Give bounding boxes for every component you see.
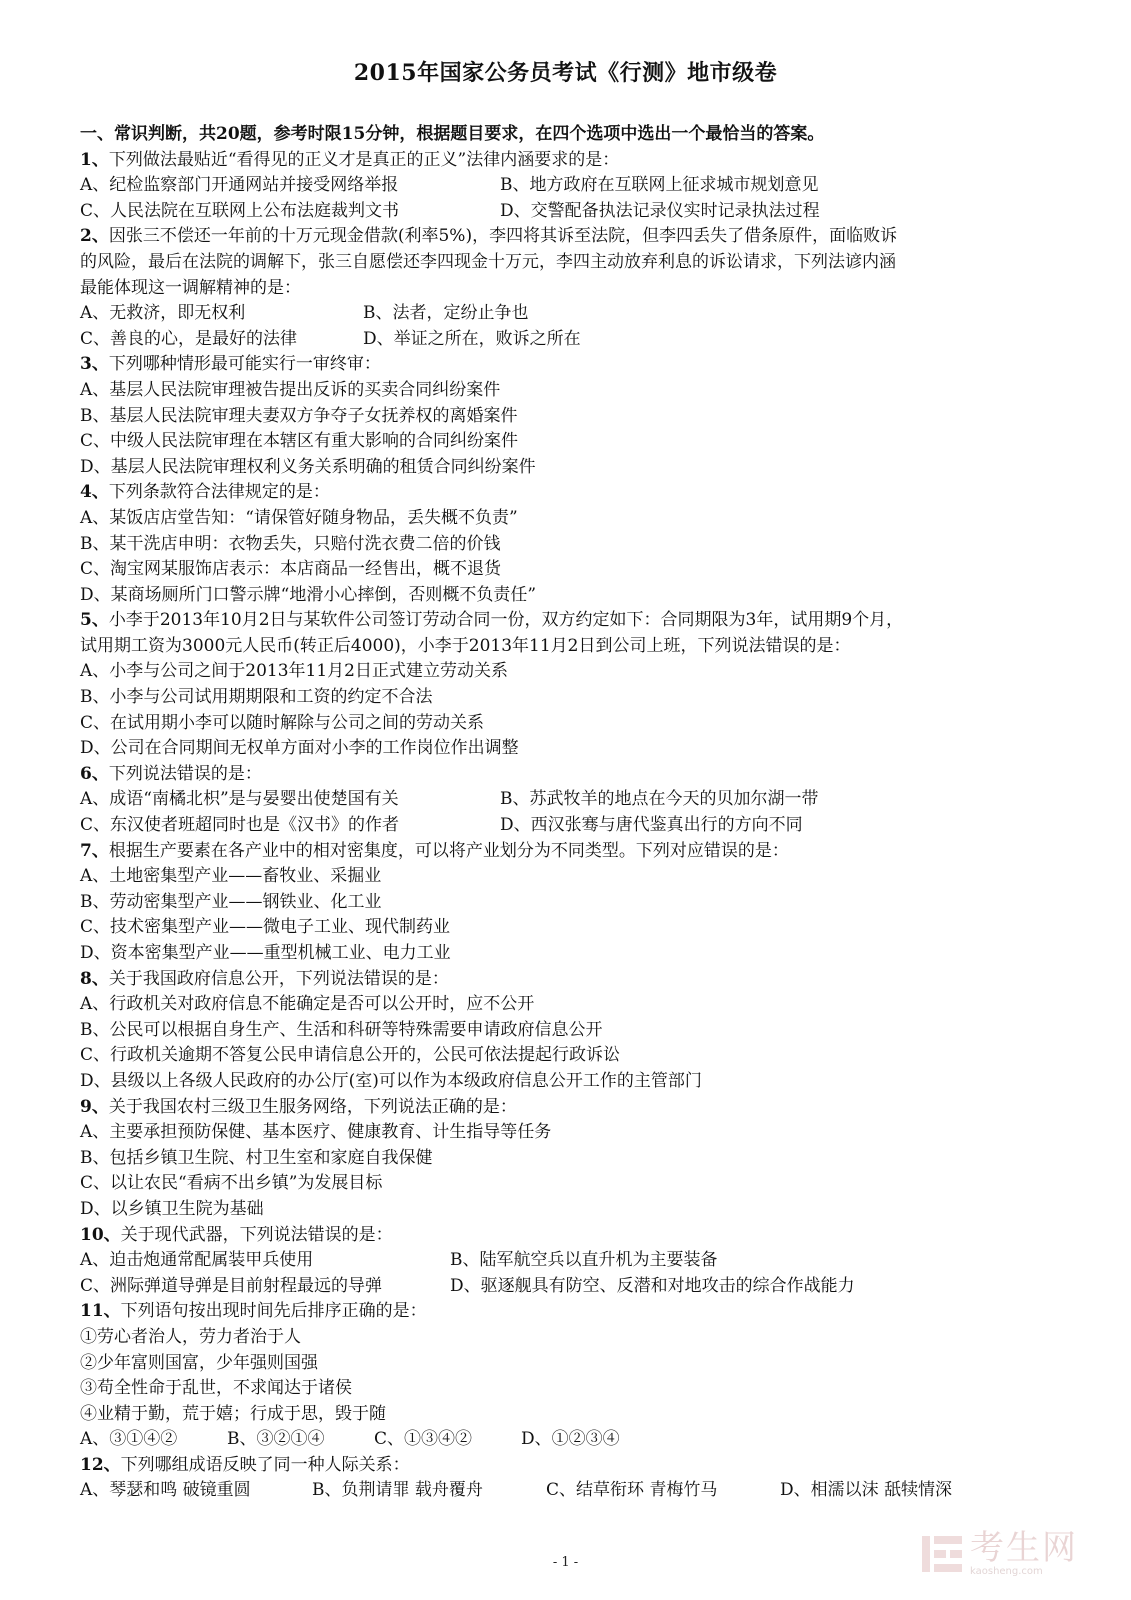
answer-option: A、迫击炮通常配属装甲兵使用	[80, 1250, 314, 1271]
question-number: 10、	[80, 1224, 121, 1245]
answer-option: D、县级以上各级人民政府的办公厅(室)可以作为本级政府信息公开工作的主管部门	[80, 1070, 702, 1091]
question-text: ①劳心者治人，劳力者治于人	[80, 1326, 301, 1347]
option-row	[80, 173, 1080, 199]
answer-option: A、土地密集型产业——畜牧业、采掘业	[80, 866, 382, 887]
option-row	[80, 941, 1080, 967]
answer-option: B、地方政府在互联网上征求城市规划意见	[500, 175, 819, 196]
question-stem-line	[80, 250, 1080, 276]
question-text: 的风险，最后在法院的调解下，张三自愿偿还李四现金十万元，李四主动放弃利息的诉讼请求，下列法谚内涵	[80, 251, 896, 272]
question-text: 关于现代武器，下列说法错误的是：	[120, 1224, 393, 1245]
question-text: 下列哪种情形最可能实行一审终审：	[108, 354, 381, 375]
answer-option: A、基层人民法院审理被告提出反诉的买卖合同纠纷案件	[80, 379, 501, 400]
option-row	[80, 1069, 1080, 1095]
question-stem-line	[80, 1351, 1080, 1377]
question-number: 9、	[80, 1096, 109, 1117]
answer-option: D、相濡以沫 舐犊情深	[780, 1480, 953, 1501]
answer-option: B、包括乡镇卫生院、村卫生室和家庭自我保健	[80, 1147, 433, 1168]
answer-option: D、驱逐舰具有防空、反潜和对地攻击的综合作战能力	[450, 1275, 855, 1296]
option-row	[80, 506, 1080, 532]
question-text: 下列语句按出现时间先后排序正确的是：	[120, 1301, 427, 1322]
question-stem	[80, 1453, 1080, 1479]
question-text: ④业精于勤，荒于嬉；行成于思，毁于随	[80, 1403, 386, 1424]
question-text: 根据生产要素在各产业中的相对密集度，可以将产业划分为不同类型。下列对应错误的是：	[108, 840, 789, 861]
option-row	[80, 1018, 1080, 1044]
answer-option: A、主要承担预防保健、基本医疗、健康教育、计生指导等任务	[80, 1122, 552, 1143]
answer-option: D、资本密集型产业——重型机械工业、电力工业	[80, 943, 451, 963]
question-text: 小李于2013年10月2日与某软件公司签订劳动合同一份，双方约定如下：合同期限为3年，试用期9个月，	[108, 610, 904, 631]
answer-option: C、行政机关逾期不答复公民申请信息公开的，公民可依法提起行政诉讼	[80, 1045, 621, 1066]
answer-option: B、苏武牧羊的地点在今天的贝加尔湖一带	[500, 789, 819, 810]
answer-option: D、公司在合同期间无权单方面对小李的工作岗位作出调整	[80, 738, 519, 759]
option-row	[80, 890, 1080, 916]
question-stem-line	[80, 1376, 1080, 1402]
question-number: 6、	[80, 763, 109, 784]
option-row	[80, 992, 1080, 1018]
question-number: 11、	[80, 1301, 121, 1322]
question-number: 12、	[80, 1454, 121, 1475]
answer-option: C、结草衔环 青梅竹马	[546, 1480, 718, 1501]
option-row	[80, 736, 1080, 762]
option-row	[80, 787, 1080, 813]
option-row	[80, 378, 1080, 404]
answer-option: D、基层人民法院审理权利义务关系明确的租赁合同纠纷案件	[80, 456, 536, 477]
option-row	[80, 1478, 1080, 1504]
question-stem	[80, 352, 1080, 378]
answer-option: B、③②①④	[227, 1429, 325, 1450]
option-row	[80, 404, 1080, 430]
watermark-logo-icon	[920, 1532, 964, 1576]
question-text: 关于我国农村三级卫生服务网络，下列说法正确的是：	[108, 1096, 517, 1117]
question-stem	[80, 1223, 1080, 1249]
answer-option: B、负荆请罪 载舟覆舟	[312, 1480, 483, 1501]
answer-option: A、某饭店店堂告知：“请保管好随身物品，丢失概不负责”	[80, 507, 518, 528]
answer-option: C、洲际弹道导弹是目前射程最远的导弹	[80, 1275, 383, 1296]
answer-option: B、某干洗店申明：衣物丢失，只赔付洗衣费二倍的价钱	[80, 533, 501, 554]
question-stem	[80, 480, 1080, 506]
question-number: 1、	[80, 149, 109, 170]
answer-option: A、无救济，即无权利	[80, 303, 246, 324]
answer-option: A、③①④②	[80, 1429, 178, 1450]
option-row	[80, 583, 1080, 609]
option-row	[80, 532, 1080, 558]
answer-option: C、技术密集型产业——微电子工业、现代制药业	[80, 917, 451, 938]
answer-option: A、纪检监察部门开通网站并接受网络举报	[80, 175, 399, 196]
question-list	[80, 122, 1080, 1504]
answer-option: B、小李与公司试用期期限和工资的约定不合法	[80, 687, 433, 708]
question-number: 4、	[80, 482, 109, 503]
answer-option: D、以乡镇卫生院为基础	[80, 1198, 264, 1219]
answer-option: B、法者，定纷止争也	[363, 303, 529, 324]
option-row	[80, 1427, 1080, 1453]
watermark-text: 考生网	[970, 1528, 1078, 1568]
question-text: ③苟全性命于乱世，不求闻达于诸侯	[80, 1378, 352, 1399]
answer-option: D、举证之所在，败诉之所在	[363, 328, 581, 349]
question-stem-line	[80, 1325, 1080, 1351]
option-row	[80, 1274, 1080, 1300]
answer-option: B、公民可以根据自身生产、生活和科研等特殊需要申请政府信息公开	[80, 1019, 603, 1040]
answer-option: D、西汉张骞与唐代鉴真出行的方向不同	[500, 815, 803, 836]
option-row	[80, 659, 1080, 685]
answer-option: A、小李与公司之间于2013年11月2日正式建立劳动关系	[80, 661, 508, 682]
answer-option: B、基层人民法院审理夫妻双方争夺子女抚养权的离婚案件	[80, 405, 518, 426]
question-stem	[80, 839, 1080, 865]
option-row	[80, 864, 1080, 890]
question-text: 下列哪组成语反映了同一种人际关系：	[120, 1454, 410, 1475]
answer-option: C、①③④②	[374, 1429, 473, 1450]
question-text: 试用期工资为3000元人民币(转正后4000)，小李于2013年11月2日到公司上班，下列说法错误的是：	[80, 635, 851, 656]
watermark-subtext: kaosheng.com	[970, 1566, 1043, 1577]
option-row	[80, 1146, 1080, 1172]
answer-option: C、以让农民“看病不出乡镇”为发展目标	[80, 1173, 383, 1194]
option-row	[80, 685, 1080, 711]
question-text: 关于我国政府信息公开，下列说法错误的是：	[108, 968, 449, 989]
answer-option: A、琴瑟和鸣 破镜重圆	[80, 1480, 251, 1501]
answer-option: C、东汉使者班超同时也是《汉书》的作者	[80, 815, 400, 836]
question-stem	[80, 148, 1080, 174]
question-stem	[80, 762, 1080, 788]
question-number: 3、	[80, 354, 109, 375]
option-row	[80, 1171, 1080, 1197]
question-number: 2、	[80, 226, 109, 247]
answer-option: D、某商场厕所门口警示牌“地滑小心摔倒，否则概不负责任”	[80, 584, 537, 605]
option-row	[80, 1043, 1080, 1069]
question-stem	[80, 224, 1080, 250]
option-row	[80, 711, 1080, 737]
question-stem	[80, 967, 1080, 993]
question-text: 下列做法最贴近“看得见的正义才是真正的正义”法律内涵要求的是：	[108, 149, 620, 170]
answer-option: A、行政机关对政府信息不能确定是否可以公开时，应不公开	[80, 994, 535, 1015]
option-row	[80, 199, 1080, 225]
watermark	[920, 1528, 1100, 1580]
option-row	[80, 1120, 1080, 1146]
option-row	[80, 429, 1080, 455]
answer-option: B、劳动密集型产业——钢铁业、化工业	[80, 891, 382, 912]
question-text: 最能体现这一调解精神的是：	[80, 277, 301, 298]
question-stem	[80, 1299, 1080, 1325]
option-row	[80, 557, 1080, 583]
answer-option: D、交警配备执法记录仪实时记录执法过程	[500, 200, 820, 221]
answer-option: D、①②③④	[521, 1429, 620, 1450]
answer-option: C、人民法院在互联网上公布法庭裁判文书	[80, 200, 400, 221]
answer-option: B、陆军航空兵以直升机为主要装备	[450, 1250, 718, 1271]
question-text: 下列条款符合法律规定的是：	[108, 482, 330, 503]
question-stem-line	[80, 1402, 1080, 1428]
question-stem-line	[80, 634, 1080, 660]
option-row	[80, 1248, 1080, 1274]
answer-option: C、淘宝网某服饰店表示：本店商品一经售出，概不退货	[80, 559, 502, 580]
answer-option: C、善良的心，是最好的法律	[80, 328, 298, 349]
question-stem-line	[80, 276, 1080, 302]
question-text: ②少年富则国富，少年强则国强	[80, 1352, 318, 1373]
option-row	[80, 327, 1080, 353]
option-row	[80, 813, 1080, 839]
question-stem	[80, 1095, 1080, 1121]
option-row	[80, 455, 1080, 481]
answer-option: A、成语“南橘北枳”是与晏婴出使楚国有关	[80, 789, 399, 810]
answer-option: C、中级人民法院审理在本辖区有重大影响的合同纠纷案件	[80, 431, 519, 452]
section-heading: 一、常识判断，共20题，参考时限15分钟，根据题目要求，在四个选项中选出一个最恰当的答案。	[80, 124, 825, 144]
document-title: 2015年国家公务员考试《行测》地市级卷	[353, 60, 778, 86]
question-text: 因张三不偿还一年前的十万元现金借款(利率5%)，李四将其诉至法院，但李四丢失了借条原件，面临败诉	[108, 226, 898, 247]
page-number: - 1 -	[552, 1555, 579, 1570]
option-row	[80, 301, 1080, 327]
option-row	[80, 1197, 1080, 1223]
answer-option: C、在试用期小李可以随时解除与公司之间的劳动关系	[80, 712, 485, 733]
option-row	[80, 915, 1080, 941]
question-number: 7、	[80, 840, 109, 861]
question-number: 8、	[80, 968, 109, 989]
question-number: 5、	[80, 610, 109, 631]
question-text: 下列说法错误的是：	[108, 763, 262, 784]
question-stem	[80, 608, 1080, 634]
